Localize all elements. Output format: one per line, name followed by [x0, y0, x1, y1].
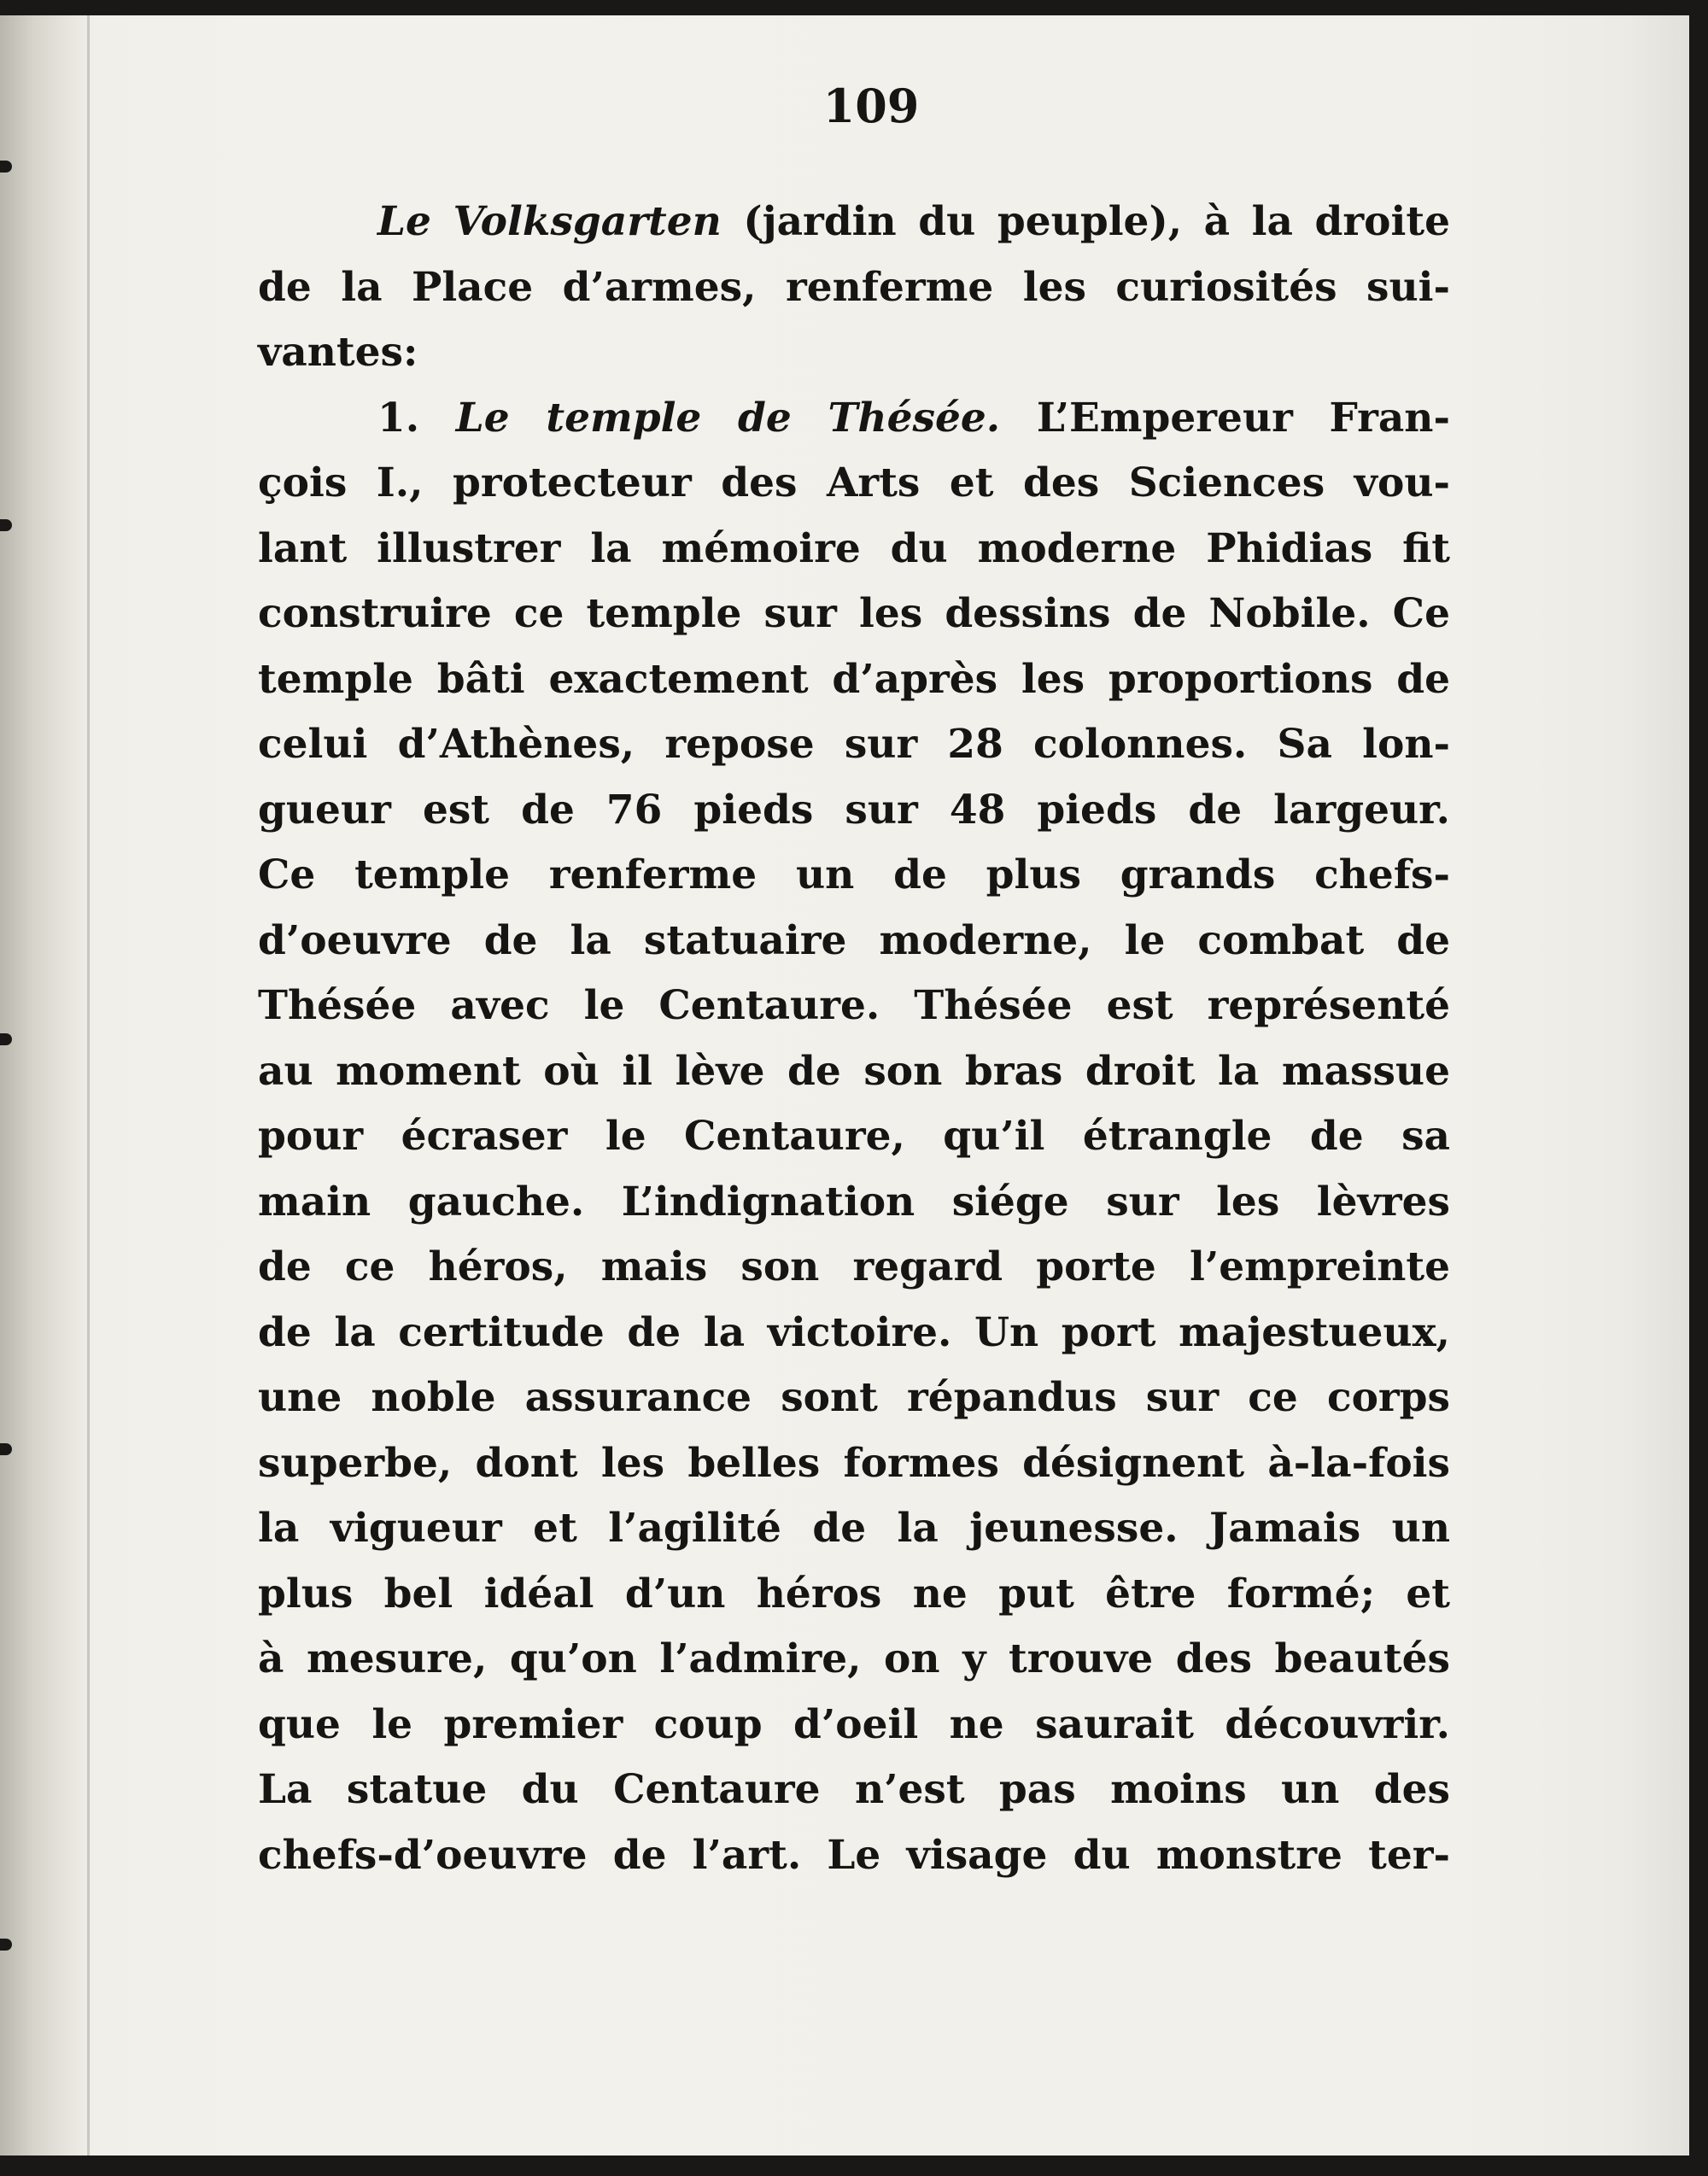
text-line: [258, 787, 1450, 834]
text-line: [258, 1832, 1450, 1880]
text-line: [258, 1179, 1450, 1226]
text-line: [258, 1243, 1450, 1291]
binding-hole: [0, 1033, 12, 1045]
text-line: [258, 1113, 1450, 1161]
text-line: [258, 851, 1450, 899]
line-text: main gauche. L’indignation siége sur les lèvres: [258, 1179, 1450, 1225]
line-text: vantes:: [258, 329, 418, 376]
text-line: [377, 395, 1450, 442]
line-text: la vigueur et l’agilité de la jeunesse. Jamais un: [258, 1505, 1450, 1552]
text-line: [258, 1374, 1450, 1422]
line-text: pour écraser le Centaure, qu’il étrangle de sa: [258, 1113, 1450, 1160]
text-line: [258, 1048, 1450, 1096]
text-line: [258, 656, 1450, 704]
page-gutter: [87, 15, 90, 2156]
line-text: gueur est de 76 pieds sur 48 pieds de largeur.: [258, 787, 1450, 834]
line-text: superbe, dont les belles formes désignent à-la-fois: [258, 1440, 1450, 1487]
section-number: 1.: [377, 395, 456, 442]
italic-title: Le Volksgarten: [377, 198, 722, 245]
line-text: lant illustrer la mémoire du moderne Phidias fit: [258, 525, 1450, 572]
line-text: La statue du Centaure n’est pas moins un des: [258, 1766, 1450, 1813]
text-line: [258, 590, 1450, 638]
line-text: L’Empereur Fran-: [1000, 395, 1450, 442]
line-text: chefs-d’oeuvre de l’art. Le visage du monstre ter-: [258, 1832, 1450, 1879]
text-line: [258, 1701, 1450, 1749]
line-text: une noble assurance sont répandus sur ce corps: [258, 1374, 1450, 1421]
line-text: construire ce temple sur les dessins de Nobile. Ce: [258, 590, 1450, 637]
line-text: de ce héros, mais son regard porte l’empreinte: [258, 1243, 1450, 1290]
line-text: de la Place d’armes, renferme les curiosités sui-: [258, 264, 1450, 311]
text-line: [258, 1505, 1450, 1553]
binding-hole: [0, 1939, 12, 1951]
text-line: [258, 1309, 1450, 1357]
line-text: temple bâti exactement d’après les proportions de: [258, 656, 1450, 703]
text-line: [258, 264, 1450, 312]
line-text: çois I., protecteur des Arts et des Sciences vou-: [258, 459, 1450, 506]
text-line: [258, 1440, 1450, 1488]
line-text: au moment où il lève de son bras droit la massue: [258, 1048, 1450, 1095]
text-line: [258, 525, 1450, 573]
line-text: Ce temple renferme un de plus grands chefs-: [258, 851, 1450, 898]
line-text: de la certitude de la victoire. Un port majestueux,: [258, 1309, 1450, 1356]
line-text: plus bel idéal d’un héros ne put être formé; et: [258, 1571, 1450, 1617]
text-line: [258, 982, 1450, 1030]
line-text: que le premier coup d’oeil ne saurait découvrir.: [258, 1701, 1450, 1748]
binding-hole: [0, 1443, 12, 1455]
line-text: d’oeuvre de la statuaire moderne, le combat de: [258, 917, 1450, 964]
text-line: [258, 1766, 1450, 1814]
line-text: Thésée avec le Centaure. Thésée est représenté: [258, 982, 1450, 1029]
italic-title: Le temple de Thésée.: [455, 395, 1001, 442]
binding-hole: [0, 161, 12, 173]
line-text: (jardin du peuple), à la droite: [721, 198, 1451, 245]
text-line: [258, 329, 1450, 377]
line-text: à mesure, qu’on l’admire, on y trouve des beautés: [258, 1635, 1450, 1682]
binding-hole: [0, 519, 12, 531]
line-text: celui d’Athènes, repose sur 28 colonnes. Sa lon-: [258, 721, 1450, 768]
text-line: [377, 198, 1450, 246]
page-number: 109: [822, 79, 920, 133]
text-line: [258, 1635, 1450, 1683]
text-line: [258, 1571, 1450, 1618]
text-line: [258, 917, 1450, 965]
text-line: [258, 721, 1450, 769]
text-line: [258, 459, 1450, 507]
